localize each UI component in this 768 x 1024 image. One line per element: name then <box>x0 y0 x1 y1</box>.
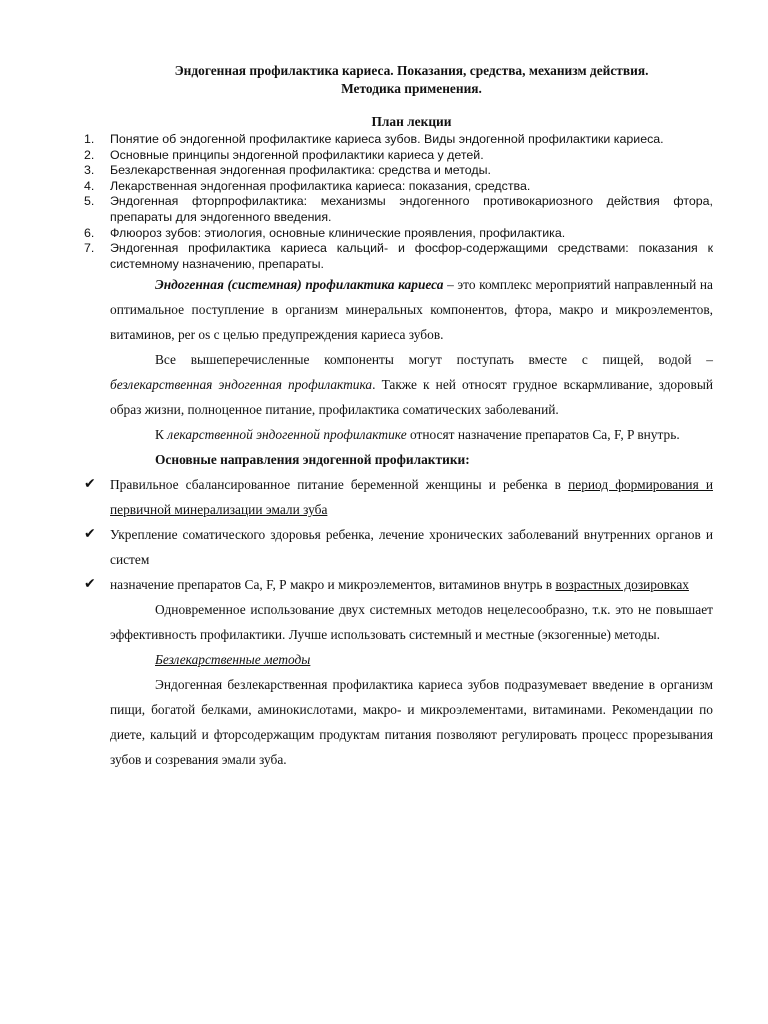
plan-item-number: 6. <box>84 225 95 240</box>
document-page <box>84 62 713 772</box>
plan-item-text: Основные принципы эндогенной профилактики кариеса у детей. <box>110 147 484 162</box>
document-title <box>110 62 713 98</box>
checkmark-icon: ✔ <box>84 476 96 493</box>
direction-item <box>84 472 713 522</box>
paragraph-italic-term: безлекарственная эндогенная профилактика <box>110 377 373 393</box>
plan-item-number: 3. <box>84 163 95 178</box>
direction-item <box>84 522 713 572</box>
section-heading-non-drug: Безлекарственные методы <box>155 652 311 668</box>
plan-item <box>84 163 713 179</box>
direction-item <box>84 572 713 597</box>
plan-item <box>84 194 713 225</box>
plan-item-number: 2. <box>84 147 95 162</box>
direction-text: назначение препаратов Са, F, Р макро и микроэлементов, витаминов внутрь в <box>110 577 556 593</box>
title-line-2: Методика применения. <box>341 81 482 96</box>
plan-heading: План лекции <box>371 114 452 129</box>
paragraph-italic-term: лекарственной эндогенной профилактике <box>167 427 407 443</box>
definition-term: Эндогенная (системная) профилактика кариеса <box>155 277 444 293</box>
checkmark-icon: ✔ <box>84 576 96 593</box>
plan-item-text: Безлекарственная эндогенная профилактика: средства и методы. <box>110 163 492 178</box>
methods-combination-paragraph: Одновременное использование двух системных методов нецелесообразно, т.к. это не повышает эффективность профилактики. Лучше использовать системный и местные (экзогенные) методы. <box>110 602 713 643</box>
plan-item-number: 5. <box>84 194 95 209</box>
non-drug-methods-paragraph: Эндогенная безлекарственная профилактика кариеса зубов подразумевает введение в организм пищи, богатой белками, аминокислотами, макро- и микроэлементами, витаминами. Рекомендации по диете, кальций и фторсодержащим продуктам питания позволяют регулировать процесс прорезывания зубов и созревания эмали зуба. <box>110 677 713 768</box>
plan-item-text: Лекарственная эндогенная профилактика кариеса: показания, средства. <box>110 178 531 193</box>
checkmark-icon: ✔ <box>84 526 96 543</box>
plan-item-number: 1. <box>84 132 95 146</box>
paragraph-rest: . Также к ней относят грудное вскармливание, здоровый образ жизни, полноценное питание, профилактика соматических заболеваний. <box>110 377 713 418</box>
definition-text: – это комплекс мероприятий направленный на оптимальное поступление в организм минеральных компонентов, фтора, макро и микроэлементов, витаминов, per os с целью предупреждения кариеса зубов. <box>110 277 713 343</box>
direction-text: Правильное сбалансированное питание беременной женщины и ребенка в <box>110 477 569 493</box>
plan-item-text: Эндогенная профилактика кариеса кальций- и фосфор-содержащими средствами: показания к системному назначению, препараты. <box>110 241 713 271</box>
drug-paragraph <box>110 422 713 447</box>
lecture-plan-list <box>84 132 713 272</box>
direction-underlined-text: возрастных дозировках <box>555 577 689 593</box>
non-drug-paragraph <box>110 347 713 422</box>
title-line-1: Эндогенная профилактика кариеса. Показания, средства, механизм действия. <box>174 63 649 78</box>
plan-item <box>84 132 713 148</box>
directions-list <box>84 472 713 597</box>
plan-item-text: Эндогенная фторпрофилактика: механизмы эндогенного противокариозного действия фтора, препараты для эндогенного введения. <box>110 194 713 224</box>
direction-underlined-text: период формирования и первичной минерализации эмали зуба <box>110 477 713 518</box>
plan-item-text: Понятие об эндогенной профилактике кариеса зубов. Виды эндогенной профилактики кариеса. <box>110 132 664 146</box>
plan-item <box>84 178 713 195</box>
paragraph-lead: К <box>155 427 168 443</box>
plan-item-number: 7. <box>84 241 95 256</box>
plan-item <box>84 225 713 242</box>
paragraph-lead: Все вышеперечисленные компоненты могут поступать вместе с пищей, водой – <box>155 352 713 368</box>
plan-item <box>84 241 713 272</box>
plan-item-text: Флюороз зубов: этиология, основные клинические проявления, профилактика. <box>110 225 566 240</box>
definition-paragraph <box>110 272 713 347</box>
paragraph-rest: относят назначение препаратов Ca, F, P внутрь. <box>406 427 680 443</box>
directions-heading: Основные направления эндогенной профилактики: <box>155 452 470 468</box>
plan-item <box>84 147 713 164</box>
direction-text: Укрепление соматического здоровья ребенка, лечение хронических заболеваний внутренних органов и систем <box>110 527 713 568</box>
plan-item-number: 4. <box>84 178 95 193</box>
